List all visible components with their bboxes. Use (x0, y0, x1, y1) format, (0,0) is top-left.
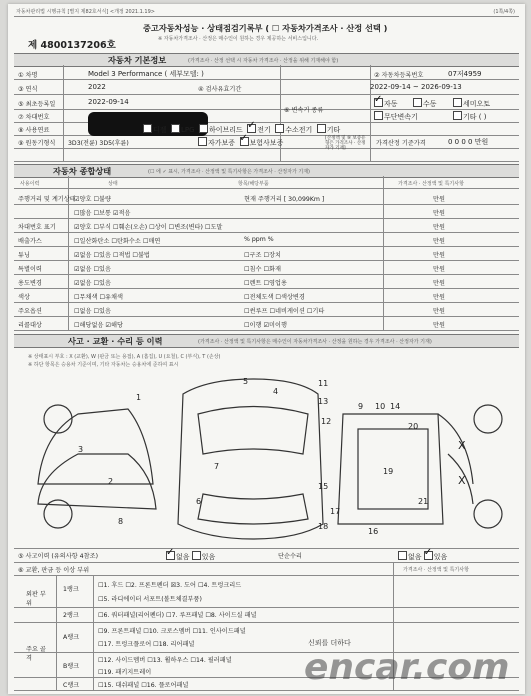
engine-label: ⑨ 원동기형식 (18, 140, 56, 147)
trans-opt-auto: ✓자동 (374, 98, 398, 109)
status-row-price: 만원 (433, 224, 445, 231)
status-row-label: 리콜대상 (18, 322, 42, 329)
diagram-number-17: 17 (330, 507, 341, 516)
diagram-number-8: 8 (118, 517, 124, 526)
status-row-price: 만원 (433, 322, 445, 329)
col-detail-header: 항목/해당부품 (238, 181, 269, 187)
base-price-value: 0 0 0 0 만원 (448, 138, 489, 146)
status-title: 자동차 종합상태 (53, 166, 112, 176)
car-diagram (18, 374, 515, 546)
accident-title: 사고 · 교환 · 수리 등 이력 (68, 336, 163, 346)
status-row-options: ☐무채색 ☐유채색 (74, 294, 123, 301)
base-price-label: 가격산정 기준가격 (376, 140, 426, 147)
trans-opt-semi: 세미오토 (453, 98, 490, 109)
basic-info-note: (가격조사 · 산정 선택 시 자동차 가격조사 · 산정을 위해 기재해야 함) (188, 58, 339, 64)
diagram-number-1: 1 (136, 393, 142, 402)
rank-c-label: C랭크 (63, 682, 80, 689)
first-reg-value: 2022-09-14 (88, 98, 129, 106)
exchange-price-col: 가격조사 · 산정액 및 특기사항 (403, 567, 469, 573)
col-item-header: 사용이력 (20, 181, 40, 187)
diagram-number-13: 13 (318, 397, 329, 406)
page-indicator: (1쪽/4쪽) (493, 9, 515, 15)
watermark-logo: encar.com (304, 647, 510, 688)
status-row-price: 만원 (433, 210, 445, 217)
status-row-detail: ☐이행 ☑미이행 (244, 322, 287, 329)
status-note: (☐ 에 ✓ 표시, 가격조사 · 산정액 및 특기사항은 가격조사 · 산정자가 기재) (148, 169, 310, 175)
marks-legend: ※ 상태표시 부호 : X (교환), W (판금 또는 용접), A (흠집), U (요철), C (부식), T (손상) (28, 354, 221, 360)
rank-b-label: B랭크 (63, 663, 80, 670)
status-row-detail: ☐구조 ☐장치 (244, 252, 281, 259)
diagram-number-2: 2 (108, 477, 114, 486)
damage-mark-x-2: X (458, 474, 466, 487)
accident-history-label: ⑤ 사고이력 (유의사항 4참조) (18, 553, 98, 560)
engine-value: 3D3(전륜) 3D5(후륜) (68, 140, 129, 147)
status-row-label: 배출가스 (18, 238, 42, 245)
basic-info-title: 자동차 기본정보 (108, 55, 167, 65)
trans-opt-manual: 수동 (413, 98, 437, 109)
diagram-number-5: 5 (243, 377, 249, 386)
status-row-price: 만원 (433, 294, 445, 301)
inspection-record-sheet (8, 4, 525, 694)
status-row-options: ☐많음 ☐보통 ☑적음 (74, 210, 131, 217)
status-row-options: ☑없음 ☐있음 ☐적법 ☐불법 (74, 252, 150, 259)
diagram-number-18: 18 (318, 522, 329, 531)
rank-1-items: ☐1. 후드 ☐2. 프론트펜더 ☒3. 도어 ☐4. 트렁크리드 (98, 582, 242, 589)
title-note: ※ 자동차가격조사 · 산정은 매수인이 원하는 경우 제공하는 서비스입니다. (158, 36, 319, 42)
status-row-options: ☑없음 ☐있음 (74, 280, 111, 287)
rank-2-items: ☐6. 쿼터패널(리어펜더) ☐7. 루프패널 ☐8. 사이드실 패널 (98, 612, 257, 619)
status-row-label: 주행거리 및 계기상태 (18, 196, 76, 203)
status-row-label: 주요옵션 (18, 308, 42, 315)
fuel-label: ⑧ 사용연료 (18, 127, 50, 134)
document-number: 제 4800137206호 (28, 40, 116, 51)
status-row-detail: 현재 주행거리 [ 30,099Km ] (244, 196, 325, 203)
main-frame-label: 주요 골격 (26, 646, 46, 662)
rank-a-items: ☐9. 프론트패널 ☐10. 크로스멤버 ☐11. 인사이드패널 (98, 628, 246, 635)
form-reference: 자동차관리법 시행규칙 [별지 제82호서식] <개정 2021.1.19> (16, 9, 155, 15)
diagram-number-16: 16 (368, 527, 379, 536)
status-row-price: 만원 (433, 308, 445, 315)
accident-history-options: ✓ 없음 있음 (166, 551, 215, 562)
diagram-number-4: 4 (273, 387, 279, 396)
diagram-number-11: 11 (318, 379, 329, 388)
diagram-number-20: 20 (408, 422, 419, 431)
diagram-number-19: 19 (383, 467, 394, 476)
rank-c-items: ☐15. 대쉬패널 ☐16. 플로어패널 (98, 682, 189, 689)
rank-b-items: ☐12. 사이드멤버 ☐13. 휠하우스 ☐14. 필러패널 (98, 657, 232, 664)
status-row-options: ☐없음 ☐있음 (74, 308, 111, 315)
diagram-number-12: 12 (321, 417, 332, 426)
status-row-detail: ☐렌트 ☐영업용 (244, 280, 287, 287)
inspection-period-value: 2022-09-14 ~ 2026-09-13 (370, 83, 462, 91)
status-row-options: ☑없음 ☐있음 (74, 266, 111, 273)
status-row-detail: % ppm % (244, 236, 274, 243)
status-row-price: 만원 (433, 280, 445, 287)
status-row-price: 만원 (433, 252, 445, 259)
rank-b-items-2: ☐19. 패키지트레이 (98, 669, 152, 676)
rank-a-items-2: ☐17. 트렁크플로어 ☐18. 리어패널 (98, 641, 195, 648)
diagram-number-21: 21 (418, 497, 429, 506)
status-row-label: 색상 (18, 294, 30, 301)
first-reg-label: ⑤ 최초등록일 (18, 101, 56, 108)
reg-number-label: ② 자동차등록번호 (374, 72, 424, 79)
diagram-number-15: 15 (318, 482, 329, 491)
reg-number-value: 07저4959 (448, 70, 482, 78)
status-row-label: 용도변경 (18, 280, 42, 287)
diagram-number-3: 3 (78, 445, 84, 454)
diagram-number-14: 14 (390, 402, 401, 411)
transmission-label: ⑥ 변속기 종류 (284, 107, 324, 114)
simple-repair-options: 없음 ✓ 있음 (398, 551, 447, 562)
rank-1-label: 1랭크 (63, 586, 79, 593)
car-name-label: ① 차명 (18, 72, 38, 79)
status-row-price: 만원 (433, 196, 445, 203)
col-price-header: 가격조사 · 산정액 및 특기사항 (398, 181, 464, 187)
status-row-label: 차대번호 표기 (18, 224, 56, 231)
year-value: 2022 (88, 83, 106, 91)
inspection-period-label: ④ 검사유효기간 (198, 86, 242, 93)
diagram-number-9: 9 (358, 402, 364, 411)
status-row-options: ☐일산화탄소 ☐탄화수소 ☐매연 (74, 238, 161, 245)
diagram-number-10: 10 (375, 402, 386, 411)
exchange-title: ⑥ 교환, 판금 등 이상 부위 (18, 567, 90, 574)
status-row-detail: ☐침수 ☐화재 (244, 266, 281, 273)
status-row-price: 만원 (433, 238, 445, 245)
year-label: ③ 연식 (18, 86, 38, 93)
status-row-detail: ☐썬루프 ☐네비게이션 ☐기타 (244, 308, 325, 315)
status-row-detail: ☐전체도색 ☐색상변경 (244, 294, 305, 301)
accident-note: (가격조사 · 산정액 및 특기사항은 매수인이 자동차가격조사 · 산정을 원하는 경우 가격조사 · 산정자가 기재) (198, 339, 432, 345)
status-row-options: ☑양호 ☐불량 (74, 196, 111, 203)
status-row-options: ☐해당없음 ☑해당 (74, 322, 123, 329)
warranty-options: 자가보증 ✓ 보험사보증 (198, 137, 283, 148)
simple-repair-label: 단순수리 (278, 553, 302, 560)
check-icon (374, 98, 383, 107)
watermark-tagline: 신뢰를 더하다 (308, 639, 351, 647)
rank-a-label: A랭크 (63, 634, 80, 641)
car-name-value: Model 3 Performance ( 세부모델: ) (88, 70, 204, 78)
status-row-price: 만원 (433, 266, 445, 273)
outer-panel-label: 외판 부위 (26, 591, 46, 607)
fuel-options: 디젤 LPG 하이브리드 ✓ 전기 수소전기 기타 (143, 124, 340, 135)
damage-mark-x-1: X (458, 439, 466, 452)
status-row-label: 특별이력 (18, 266, 42, 273)
marks-legend-2: ※ 하단 항목은 승용차 기준이며, 기타 자동차는 승용차에 준하여 표시 (28, 362, 179, 368)
rank-1-items-2: ☐5. 라디에이터 서포트(볼트체결부품) (98, 596, 202, 603)
trans-opt-cvt: 무단변속기 (374, 111, 418, 122)
status-row-label: 튜닝 (18, 252, 30, 259)
status-row-options: ☑양호 ☐부식 ☐훼손(오손) ☐상이 ☐변조(변타) ☐도말 (74, 224, 223, 231)
document-title: 중고자동차성능 · 상태점검기록부 ( ☐ 자동차가격조사 · 산정 선택 ) (143, 23, 388, 33)
diagram-number-6: 6 (196, 497, 202, 506)
trans-opt-other: 기타 ( ) (453, 111, 486, 122)
vin-label: ⑦ 차대번호 (18, 114, 50, 121)
col-state-header: 상태 (108, 181, 118, 187)
diagram-number-7: 7 (214, 462, 220, 471)
price-note: [산정액 및 ⑨ 보증유형은 가격조사 · 산정자가 기재] (325, 136, 366, 151)
rank-2-label: 2랭크 (63, 612, 79, 619)
